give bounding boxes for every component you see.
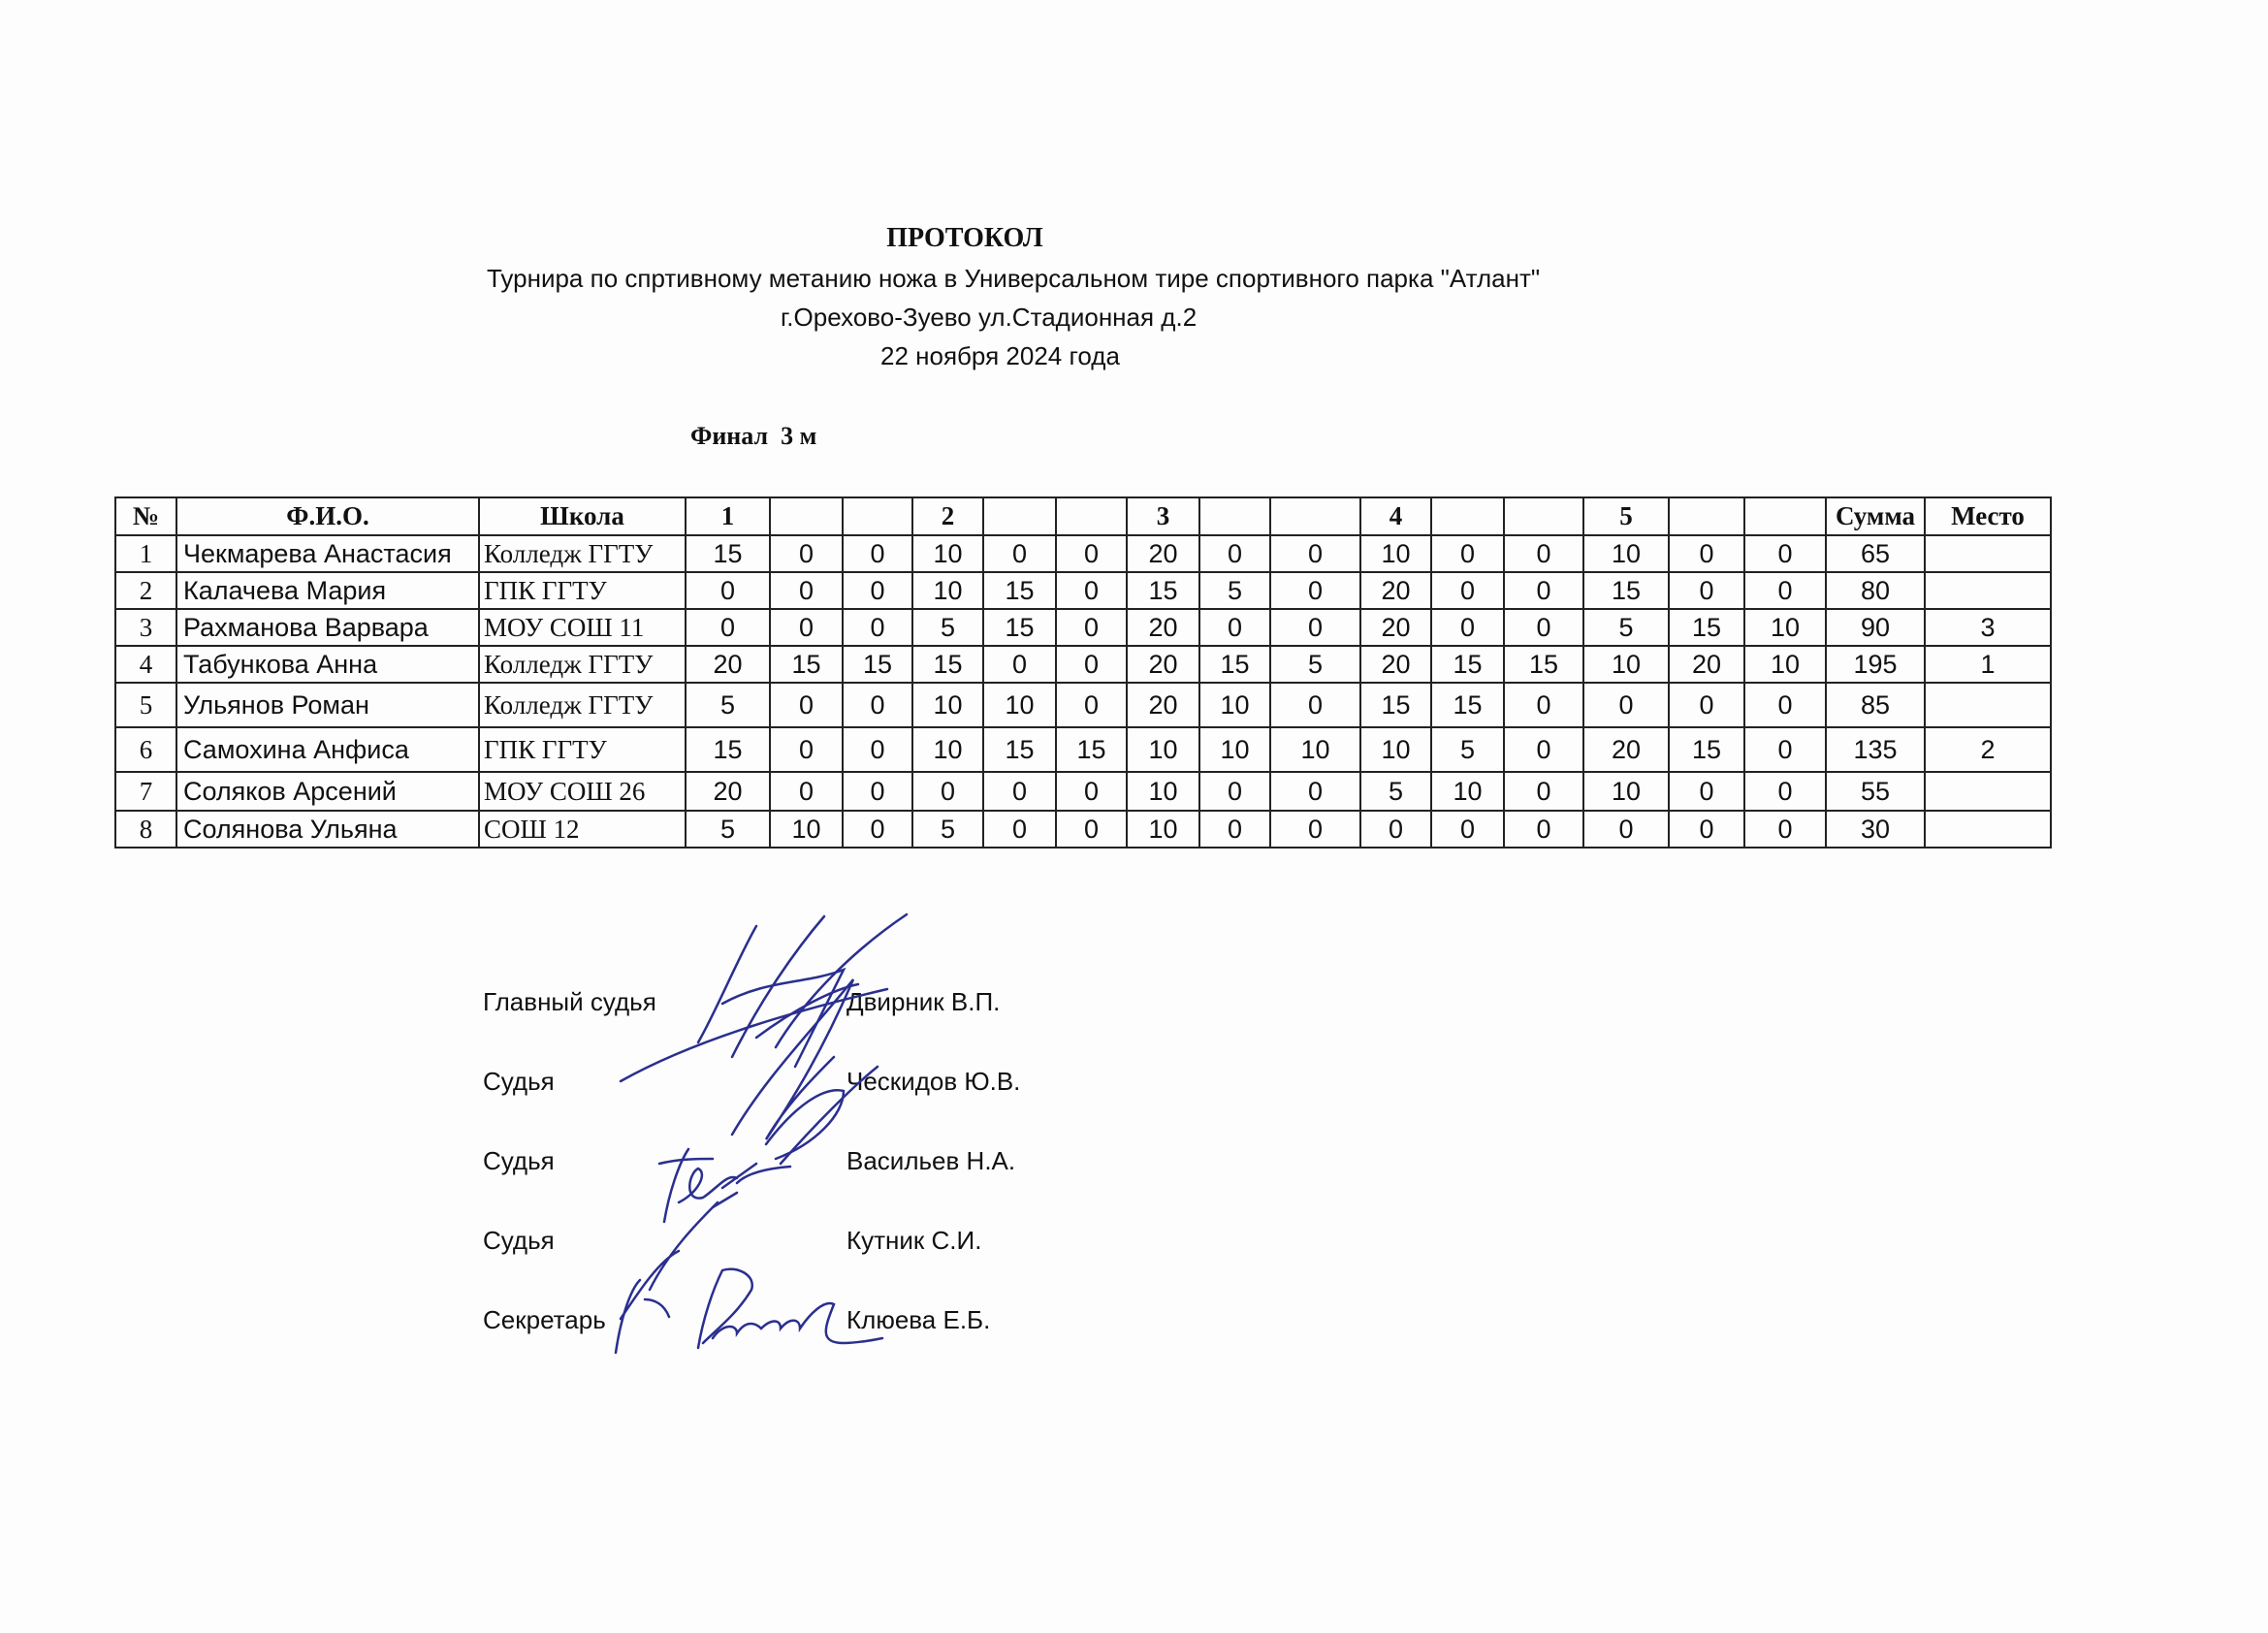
row-number: 1 (115, 535, 176, 572)
table-header-row (115, 497, 2051, 535)
score-cell: 0 (843, 609, 912, 646)
score-cell: 0 (1744, 683, 1826, 727)
column-header: Сумма (1826, 497, 1925, 535)
score-cell: 0 (770, 683, 843, 727)
signatory-name: Двирник В.П. (847, 987, 1001, 1016)
score-cell: 10 (1127, 811, 1199, 848)
score-cell: 20 (1360, 572, 1431, 609)
score-cell: 10 (1199, 683, 1270, 727)
score-cell: 0 (1431, 811, 1504, 848)
score-cell: 15 (770, 646, 843, 683)
score-cell: 15 (843, 646, 912, 683)
score-cell: 0 (1056, 535, 1127, 572)
score-cell: 0 (1669, 772, 1744, 811)
score-cell: 0 (1504, 811, 1583, 848)
participant-name: Солянова Ульяна (176, 811, 479, 848)
place-cell (1925, 772, 2051, 811)
row-number: 5 (115, 683, 176, 727)
column-header (1056, 497, 1127, 535)
score-cell: 0 (1270, 772, 1360, 811)
score-cell: 0 (843, 811, 912, 848)
score-cell: 5 (912, 609, 983, 646)
table-row (115, 772, 2051, 811)
column-header: 4 (1360, 497, 1431, 535)
participant-name: Калачева Мария (176, 572, 479, 609)
school: МОУ СОШ 26 (479, 772, 686, 811)
score-cell: 0 (1504, 727, 1583, 772)
sum-cell: 65 (1826, 535, 1925, 572)
score-cell: 10 (1583, 772, 1669, 811)
score-cell: 5 (1360, 772, 1431, 811)
score-cell: 0 (1504, 535, 1583, 572)
table-row (115, 646, 2051, 683)
participant-name: Ульянов Роман (176, 683, 479, 727)
column-header (1199, 497, 1270, 535)
score-cell: 10 (770, 811, 843, 848)
school: ГПК ГГТУ (479, 727, 686, 772)
score-cell: 0 (1270, 811, 1360, 848)
sum-cell: 90 (1826, 609, 1925, 646)
score-cell: 0 (1431, 572, 1504, 609)
score-cell: 10 (912, 572, 983, 609)
score-cell: 20 (1360, 646, 1431, 683)
score-cell: 10 (1744, 609, 1826, 646)
signature-judge (616, 1149, 790, 1353)
score-cell: 20 (686, 646, 770, 683)
score-cell: 0 (1056, 811, 1127, 848)
score-cell: 0 (1504, 572, 1583, 609)
score-cell: 0 (983, 772, 1056, 811)
table-row (115, 811, 2051, 848)
place-cell (1925, 683, 2051, 727)
score-cell: 0 (1744, 727, 1826, 772)
score-cell: 0 (843, 772, 912, 811)
score-cell: 0 (1270, 535, 1360, 572)
score-cell: 0 (1199, 811, 1270, 848)
score-cell: 0 (1669, 572, 1744, 609)
score-cell: 20 (1360, 609, 1431, 646)
score-cell: 15 (1360, 683, 1431, 727)
score-cell: 15 (983, 727, 1056, 772)
score-cell: 0 (1056, 772, 1127, 811)
score-cell: 0 (1270, 572, 1360, 609)
date: 22 ноября 2024 года (880, 341, 1120, 370)
score-cell: 10 (1127, 772, 1199, 811)
school: МОУ СОШ 11 (479, 609, 686, 646)
score-cell: 0 (1199, 535, 1270, 572)
table-row (115, 683, 2051, 727)
column-header: 3 (1127, 497, 1199, 535)
school: Колледж ГГТУ (479, 535, 686, 572)
score-cell: 0 (686, 609, 770, 646)
column-header: Школа (479, 497, 686, 535)
score-cell: 15 (1199, 646, 1270, 683)
score-cell: 0 (1056, 683, 1127, 727)
score-cell: 5 (1583, 609, 1669, 646)
participant-name: Самохина Анфиса (176, 727, 479, 772)
score-cell: 0 (1744, 811, 1826, 848)
score-cell: 0 (983, 811, 1056, 848)
signatory-name: Кутник С.И. (847, 1226, 982, 1255)
score-cell: 15 (1669, 727, 1744, 772)
sum-cell: 80 (1826, 572, 1925, 609)
score-cell: 0 (1199, 772, 1270, 811)
place-cell (1925, 572, 2051, 609)
score-cell: 20 (1127, 646, 1199, 683)
score-cell: 10 (912, 727, 983, 772)
signature-role: Судья (483, 1146, 555, 1175)
column-header (1669, 497, 1744, 535)
column-header (1270, 497, 1360, 535)
score-cell: 10 (1744, 646, 1826, 683)
score-cell: 15 (1504, 646, 1583, 683)
stage-label: Финал 3 м (690, 422, 817, 450)
score-cell: 20 (1127, 683, 1199, 727)
place-cell: 1 (1925, 646, 2051, 683)
score-cell: 15 (1669, 609, 1744, 646)
score-cell: 0 (1270, 609, 1360, 646)
score-cell: 0 (1669, 683, 1744, 727)
signature-role: Судья (483, 1226, 555, 1255)
score-cell: 5 (686, 683, 770, 727)
signatory-name: Ческидов Ю.В. (847, 1067, 1021, 1096)
score-cell: 0 (1199, 609, 1270, 646)
place-cell (1925, 535, 2051, 572)
score-cell: 0 (1056, 609, 1127, 646)
column-header: № (115, 497, 176, 535)
score-cell: 5 (686, 811, 770, 848)
school: Колледж ГГТУ (479, 646, 686, 683)
score-cell: 0 (843, 683, 912, 727)
score-cell: 0 (1669, 535, 1744, 572)
column-header (983, 497, 1056, 535)
column-header: 2 (912, 497, 983, 535)
score-cell: 0 (1504, 683, 1583, 727)
score-cell: 0 (1504, 772, 1583, 811)
score-cell: 0 (1583, 683, 1669, 727)
score-cell: 20 (1583, 727, 1669, 772)
column-header: Ф.И.О. (176, 497, 479, 535)
address: г.Орехово-Зуево ул.Стадионная д.2 (781, 303, 1198, 332)
score-cell: 0 (770, 772, 843, 811)
sum-cell: 135 (1826, 727, 1925, 772)
place-cell: 3 (1925, 609, 2051, 646)
score-cell: 0 (983, 535, 1056, 572)
participant-name: Чекмарева Анастасия (176, 535, 479, 572)
results-table (114, 496, 2052, 849)
score-cell: 0 (1744, 535, 1826, 572)
score-cell: 0 (1056, 646, 1127, 683)
score-cell: 0 (843, 572, 912, 609)
score-cell: 0 (1431, 609, 1504, 646)
score-cell: 0 (686, 572, 770, 609)
table-row (115, 535, 2051, 572)
column-header (1504, 497, 1583, 535)
row-number: 6 (115, 727, 176, 772)
score-cell: 10 (1583, 535, 1669, 572)
score-cell: 0 (1744, 772, 1826, 811)
score-cell: 15 (983, 609, 1056, 646)
score-cell: 0 (1270, 683, 1360, 727)
score-cell: 15 (686, 535, 770, 572)
table-row (115, 572, 2051, 609)
signature-role: Секретарь (483, 1305, 606, 1334)
score-cell: 10 (1360, 535, 1431, 572)
sum-cell: 85 (1826, 683, 1925, 727)
score-cell: 0 (1056, 572, 1127, 609)
school: Колледж ГГТУ (479, 683, 686, 727)
participant-name: Табункова Анна (176, 646, 479, 683)
school: СОШ 12 (479, 811, 686, 848)
score-cell: 15 (1056, 727, 1127, 772)
score-cell: 0 (770, 609, 843, 646)
signatory-name: Клюева Е.Б. (847, 1305, 991, 1334)
score-cell: 0 (843, 727, 912, 772)
score-cell: 10 (1270, 727, 1360, 772)
score-cell: 0 (843, 535, 912, 572)
signature-role: Судья (483, 1067, 555, 1096)
school: ГПК ГГТУ (479, 572, 686, 609)
tournament-subtitle: Турнира по спртивному метанию ножа в Универсальном тире спортивного парка "Атлант" (487, 264, 1541, 293)
score-cell: 0 (1583, 811, 1669, 848)
row-number: 7 (115, 772, 176, 811)
score-cell: 10 (1431, 772, 1504, 811)
signature-chief-judge (621, 914, 907, 1164)
column-header (770, 497, 843, 535)
score-cell: 20 (1127, 535, 1199, 572)
score-cell: 0 (1669, 811, 1744, 848)
participant-name: Соляков Арсений (176, 772, 479, 811)
row-number: 3 (115, 609, 176, 646)
place-cell: 2 (1925, 727, 2051, 772)
score-cell: 0 (1360, 811, 1431, 848)
score-cell: 20 (686, 772, 770, 811)
sum-cell: 195 (1826, 646, 1925, 683)
signatory-name: Васильев Н.А. (847, 1146, 1016, 1175)
table-row (115, 609, 2051, 646)
score-cell: 20 (1669, 646, 1744, 683)
score-cell: 15 (1127, 572, 1199, 609)
score-cell: 0 (1431, 535, 1504, 572)
row-number: 4 (115, 646, 176, 683)
score-cell: 15 (1431, 683, 1504, 727)
score-cell: 5 (1431, 727, 1504, 772)
place-cell (1925, 811, 2051, 848)
column-header: Место (1925, 497, 2051, 535)
row-number: 8 (115, 811, 176, 848)
score-cell: 0 (1504, 609, 1583, 646)
score-cell: 15 (686, 727, 770, 772)
score-cell: 10 (983, 683, 1056, 727)
document-title: ПРОТОКОЛ (886, 223, 1043, 253)
column-header: 5 (1583, 497, 1669, 535)
score-cell: 10 (912, 683, 983, 727)
score-cell: 5 (1270, 646, 1360, 683)
score-cell: 0 (912, 772, 983, 811)
row-number: 2 (115, 572, 176, 609)
score-cell: 10 (1583, 646, 1669, 683)
score-cell: 5 (1199, 572, 1270, 609)
sum-cell: 55 (1826, 772, 1925, 811)
sum-cell: 30 (1826, 811, 1925, 848)
signature-role: Главный судья (483, 987, 656, 1016)
participant-name: Рахманова Варвара (176, 609, 479, 646)
column-header (843, 497, 912, 535)
score-cell: 10 (912, 535, 983, 572)
score-cell: 15 (912, 646, 983, 683)
score-cell: 5 (912, 811, 983, 848)
column-header (1431, 497, 1504, 535)
score-cell: 15 (1583, 572, 1669, 609)
score-cell: 15 (983, 572, 1056, 609)
score-cell: 10 (1127, 727, 1199, 772)
score-cell: 0 (983, 646, 1056, 683)
score-cell: 10 (1199, 727, 1270, 772)
score-cell: 0 (1744, 572, 1826, 609)
column-header (1744, 497, 1826, 535)
score-cell: 0 (770, 572, 843, 609)
score-cell: 20 (1127, 609, 1199, 646)
score-cell: 0 (770, 535, 843, 572)
score-cell: 0 (770, 727, 843, 772)
column-header: 1 (686, 497, 770, 535)
table-row (115, 727, 2051, 772)
score-cell: 15 (1431, 646, 1504, 683)
score-cell: 10 (1360, 727, 1431, 772)
